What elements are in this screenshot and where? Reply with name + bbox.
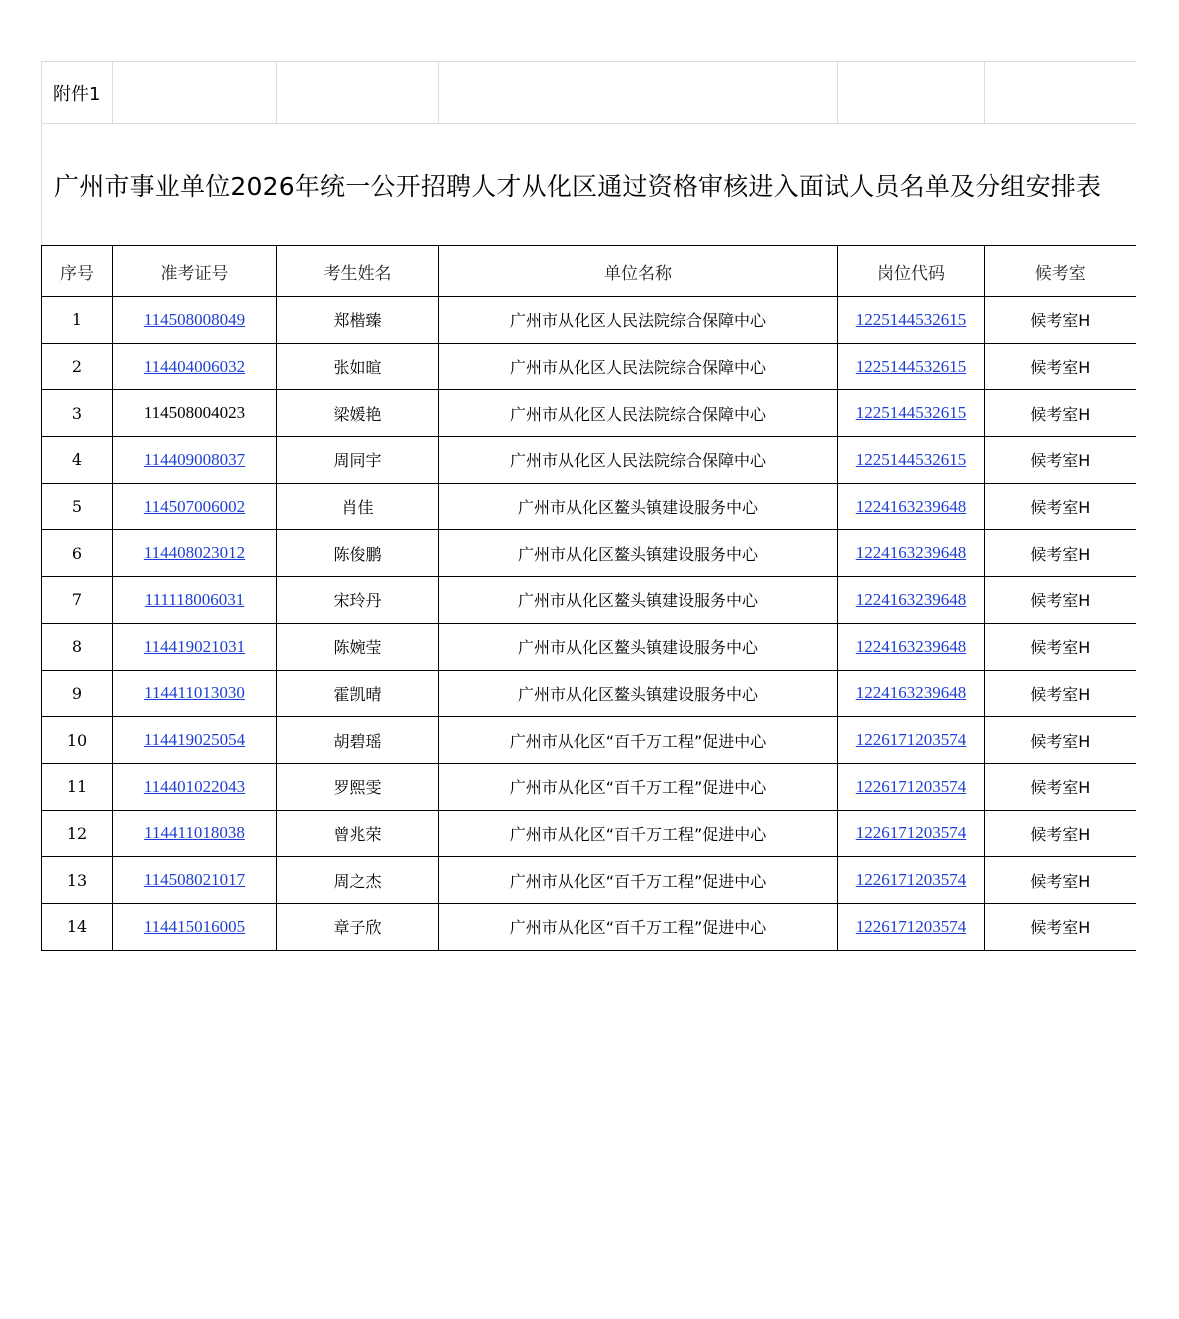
candidate-name-cell: 章子欣 xyxy=(277,903,439,950)
post-code-link[interactable]: 1224163239648 xyxy=(855,543,967,563)
post-code-link[interactable]: 1226171203574 xyxy=(855,730,967,750)
table-row xyxy=(42,810,1136,857)
serial-cell: 7 xyxy=(42,577,113,624)
serial-cell: 2 xyxy=(42,343,113,390)
unit-name-cell: 广州市从化区“百千万工程”促进中心 xyxy=(439,763,838,810)
waiting-room-cell: 候考室H xyxy=(985,530,1136,577)
serial-cell: 10 xyxy=(42,717,113,764)
post-code-cell xyxy=(838,670,985,717)
waiting-room-cell: 候考室H xyxy=(985,437,1136,484)
post-code-cell xyxy=(838,857,985,904)
serial-cell: 5 xyxy=(42,483,113,530)
waiting-room-cell: 候考室H xyxy=(985,903,1136,950)
exam-id-cell xyxy=(113,437,277,484)
candidate-name-cell: 肖佳 xyxy=(277,483,439,530)
post-code-link[interactable]: 1224163239648 xyxy=(855,496,967,516)
empty-cell xyxy=(113,62,277,124)
waiting-room-cell: 候考室H xyxy=(985,810,1136,857)
serial-cell: 12 xyxy=(42,810,113,857)
post-code-cell xyxy=(838,717,985,764)
post-code-link[interactable]: 1224163239648 xyxy=(855,589,967,609)
serial-cell: 6 xyxy=(42,530,113,577)
table-row xyxy=(42,530,1136,577)
exam-id-cell xyxy=(113,577,277,624)
page-title: 广州市事业单位2026年统一公开招聘人才从化区通过资格审核进入面试人员名单及分组安排表 xyxy=(42,124,1136,246)
table-row xyxy=(42,577,1136,624)
post-code-link[interactable]: 1225144532615 xyxy=(855,356,967,376)
candidate-name-cell: 霍凯晴 xyxy=(277,670,439,717)
empty-cell xyxy=(439,62,838,124)
exam-id-link[interactable]: 114411013030 xyxy=(144,683,245,703)
candidate-name-cell: 梁媛艳 xyxy=(277,390,439,437)
waiting-room-cell: 候考室H xyxy=(985,343,1136,390)
exam-id-cell xyxy=(113,857,277,904)
post-code-link[interactable]: 1226171203574 xyxy=(855,823,967,843)
title-row xyxy=(42,124,1136,246)
post-code-link[interactable]: 1224163239648 xyxy=(855,636,967,656)
candidate-name-cell: 郑楷臻 xyxy=(277,297,439,344)
table-row xyxy=(42,623,1136,670)
header-post-code: 岗位代码 xyxy=(838,246,985,297)
post-code-link[interactable]: 1226171203574 xyxy=(855,916,967,936)
unit-name-cell: 广州市从化区人民法院综合保障中心 xyxy=(439,390,838,437)
unit-name-cell: 广州市从化区鳌头镇建设服务中心 xyxy=(439,623,838,670)
unit-name-cell: 广州市从化区人民法院综合保障中心 xyxy=(439,343,838,390)
unit-name-cell: 广州市从化区“百千万工程”促进中心 xyxy=(439,810,838,857)
exam-id-cell xyxy=(113,297,277,344)
empty-cell xyxy=(277,62,439,124)
post-code-cell xyxy=(838,390,985,437)
exam-id-cell xyxy=(113,810,277,857)
candidate-name-cell: 陈俊鹏 xyxy=(277,530,439,577)
post-code-link[interactable]: 1224163239648 xyxy=(855,683,967,703)
table-row xyxy=(42,390,1136,437)
exam-id-cell xyxy=(113,530,277,577)
exam-id-link[interactable]: 111118006031 xyxy=(144,589,245,609)
post-code-cell xyxy=(838,810,985,857)
serial-cell: 9 xyxy=(42,670,113,717)
exam-id-link[interactable]: 114401022043 xyxy=(143,776,246,796)
waiting-room-cell: 候考室H xyxy=(985,763,1136,810)
post-code-cell xyxy=(838,577,985,624)
unit-name-cell: 广州市从化区鳌头镇建设服务中心 xyxy=(439,483,838,530)
unit-name-cell: 广州市从化区鳌头镇建设服务中心 xyxy=(439,530,838,577)
post-code-cell xyxy=(838,297,985,344)
exam-id-link[interactable]: 114508021017 xyxy=(143,870,246,890)
exam-id-cell xyxy=(113,343,277,390)
table-row xyxy=(42,857,1136,904)
serial-cell: 1 xyxy=(42,297,113,344)
candidate-name-cell: 张如暄 xyxy=(277,343,439,390)
table-row xyxy=(42,903,1136,950)
candidate-name-cell: 周之杰 xyxy=(277,857,439,904)
table-row xyxy=(42,343,1136,390)
serial-cell: 13 xyxy=(42,857,113,904)
header-exam-id: 准考证号 xyxy=(113,246,277,297)
waiting-room-cell: 候考室H xyxy=(985,623,1136,670)
waiting-room-cell: 候考室H xyxy=(985,717,1136,764)
header-row xyxy=(42,246,1136,297)
post-code-cell xyxy=(838,903,985,950)
post-code-link[interactable]: 1225144532615 xyxy=(855,403,967,423)
serial-cell: 14 xyxy=(42,903,113,950)
candidate-name-cell: 罗熙雯 xyxy=(277,763,439,810)
waiting-room-cell: 候考室H xyxy=(985,670,1136,717)
empty-cell xyxy=(985,62,1136,124)
exam-id-link[interactable]: 114409008037 xyxy=(143,449,246,469)
serial-cell: 4 xyxy=(42,437,113,484)
post-code-link[interactable]: 1225144532615 xyxy=(855,449,967,469)
candidate-table xyxy=(41,61,1136,951)
waiting-room-cell: 候考室H xyxy=(985,390,1136,437)
exam-id-text: 114508004023 xyxy=(143,403,246,423)
unit-name-cell: 广州市从化区鳌头镇建设服务中心 xyxy=(439,670,838,717)
exam-id-cell xyxy=(113,390,277,437)
post-code-cell xyxy=(838,437,985,484)
table-row xyxy=(42,717,1136,764)
table-row xyxy=(42,437,1136,484)
post-code-cell xyxy=(838,623,985,670)
candidate-name-cell: 陈婉莹 xyxy=(277,623,439,670)
header-name: 考生姓名 xyxy=(277,246,439,297)
waiting-room-cell: 候考室H xyxy=(985,297,1136,344)
table-row xyxy=(42,297,1136,344)
exam-id-link[interactable]: 114419021031 xyxy=(143,636,246,656)
attachment-row xyxy=(42,62,1136,124)
serial-cell: 8 xyxy=(42,623,113,670)
header-serial: 序号 xyxy=(42,246,113,297)
exam-id-link[interactable]: 114408023012 xyxy=(143,543,246,563)
exam-id-link[interactable]: 114411018038 xyxy=(144,823,245,843)
table-row xyxy=(42,483,1136,530)
candidate-name-cell: 曾兆荣 xyxy=(277,810,439,857)
table-row xyxy=(42,670,1136,717)
serial-cell: 3 xyxy=(42,390,113,437)
exam-id-cell xyxy=(113,717,277,764)
exam-id-link[interactable]: 114507006002 xyxy=(143,496,246,516)
exam-id-link[interactable]: 114508008049 xyxy=(143,309,246,329)
post-code-cell xyxy=(838,763,985,810)
waiting-room-cell: 候考室H xyxy=(985,483,1136,530)
exam-id-link[interactable]: 114404006032 xyxy=(143,356,246,376)
candidate-name-cell: 周同宇 xyxy=(277,437,439,484)
attachment-label: 附件1 xyxy=(42,62,113,124)
post-code-cell xyxy=(838,343,985,390)
candidate-name-cell: 宋玲丹 xyxy=(277,577,439,624)
exam-id-cell xyxy=(113,670,277,717)
exam-id-link[interactable]: 114415016005 xyxy=(143,916,246,936)
post-code-link[interactable]: 1226171203574 xyxy=(855,870,967,890)
waiting-room-cell: 候考室H xyxy=(985,577,1136,624)
unit-name-cell: 广州市从化区“百千万工程”促进中心 xyxy=(439,717,838,764)
exam-id-cell xyxy=(113,903,277,950)
unit-name-cell: 广州市从化区人民法院综合保障中心 xyxy=(439,437,838,484)
waiting-room-cell: 候考室H xyxy=(985,857,1136,904)
post-code-link[interactable]: 1226171203574 xyxy=(855,776,967,796)
serial-cell: 11 xyxy=(42,763,113,810)
exam-id-cell xyxy=(113,623,277,670)
header-room: 候考室 xyxy=(985,246,1136,297)
candidate-name-cell: 胡碧瑶 xyxy=(277,717,439,764)
post-code-cell xyxy=(838,530,985,577)
unit-name-cell: 广州市从化区“百千万工程”促进中心 xyxy=(439,903,838,950)
header-unit: 单位名称 xyxy=(439,246,838,297)
exam-id-link[interactable]: 114419025054 xyxy=(143,730,246,750)
post-code-cell xyxy=(838,483,985,530)
empty-cell xyxy=(838,62,985,124)
table-row xyxy=(42,763,1136,810)
unit-name-cell: 广州市从化区“百千万工程”促进中心 xyxy=(439,857,838,904)
post-code-link[interactable]: 1225144532615 xyxy=(855,309,967,329)
exam-id-cell xyxy=(113,483,277,530)
unit-name-cell: 广州市从化区鳌头镇建设服务中心 xyxy=(439,577,838,624)
exam-id-cell xyxy=(113,763,277,810)
spreadsheet-page xyxy=(41,61,1135,951)
unit-name-cell: 广州市从化区人民法院综合保障中心 xyxy=(439,297,838,344)
